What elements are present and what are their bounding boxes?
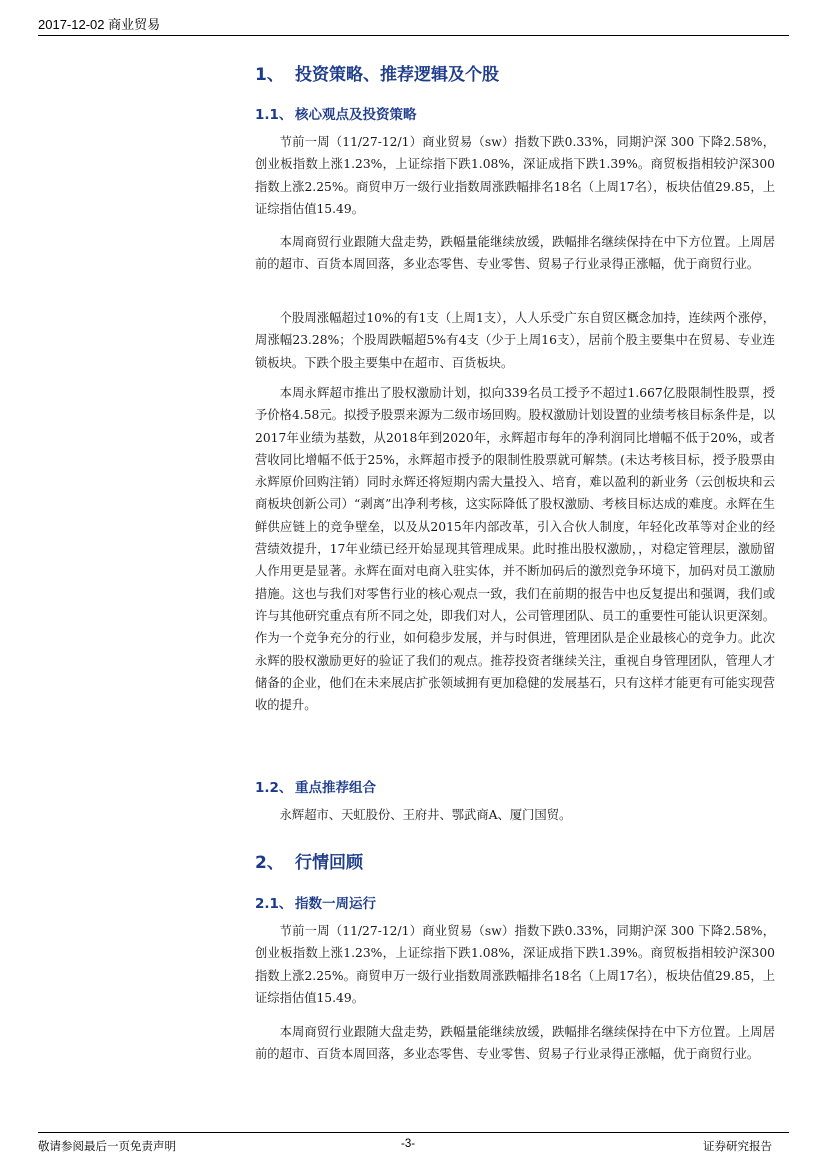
section-number: 2、	[255, 853, 284, 873]
paragraph-index-weekly: 节前一周（11/27-12/1）商业贸易（sw）指数下跌0.33%，同期沪深 300 下降2.58%，创业板指数上涨1.23%，上证综指下跌1.08%，深证成指下跌1.39%。商贸板指相较沪深300指数上涨2.25%。商贸申万一级行业指数周涨跌幅排名18名（上周17名），板块估值29.85，上证综指估值15.49。	[255, 924, 775, 1005]
section-heading-1	[255, 60, 795, 85]
paragraph-stock-moves: 个股周涨幅超过10%的有1支（上周1支），人人乐受广东自贸区概念加持，连续两个涨停，周涨幅23.28%；个股周跌幅超5%有4支（少于上周16支），居前个股主要集中在贸易、专业连锁板块。下跌个股主要集中在超市、百货板块。	[255, 311, 775, 370]
section-title: 投资策略、推荐逻辑及个股	[295, 65, 499, 85]
section-title: 核心观点及投资策略	[295, 107, 417, 123]
section-number: 1.2、	[255, 780, 293, 796]
page-number: -3-	[401, 1138, 416, 1150]
page-header: 2017-12-02 商业贸易	[38, 17, 161, 32]
section-number: 1.1、	[255, 107, 293, 123]
section-title: 行情回顾	[295, 853, 363, 873]
section-title: 指数一周运行	[295, 896, 376, 912]
section-heading-2	[255, 848, 795, 873]
section-heading-1-1	[255, 103, 795, 123]
footer-report-type: 证券研究报告	[703, 1141, 772, 1153]
section-heading-2-1	[255, 892, 795, 912]
section-number: 1、	[255, 65, 284, 85]
paragraph-index-summary: 节前一周（11/27-12/1）商业贸易（sw）指数下跌0.33%，同期沪深 300 下降2.58%，创业板指数上涨1.23%，上证综指下跌1.08%，深证成指下跌1.39%。商贸板指相较沪深300指数上涨2.25%。商贸申万一级行业指数周涨跌幅排名18名（上周17名），板块估值29.85，上证综指估值15.49。	[255, 135, 775, 216]
footer-disclaimer: 敬请参阅最后一页免责声明	[38, 1141, 176, 1153]
section-number: 2.1、	[255, 896, 293, 912]
section-heading-1-2	[255, 776, 795, 796]
header-divider	[38, 35, 789, 36]
paragraph-industry-trend: 本周商贸行业跟随大盘走势，跌幅量能继续放缓，跌幅排名继续保持在中下方位置。上周居前的超市、百货本周回落，多业态零售、专业零售、贸易子行业录得正涨幅，优于商贸行业。	[255, 235, 775, 272]
paragraph-industry-trend-2: 本周商贸行业跟随大盘走势，跌幅量能继续放缓，跌幅排名继续保持在中下方位置。上周居前的超市、百货本周回落，多业态零售、专业零售、贸易子行业录得正涨幅，优于商贸行业。	[255, 1025, 775, 1062]
paragraph-recommended-stocks: 永辉超市、天虹股份、王府井、鄂武商A、厦门国贸。	[279, 808, 572, 822]
paragraph-yonghui-incentive: 本周永辉超市推出了股权激励计划，拟向339名员工授予不超过1.667亿股限制性股票，授予价格4.58元。拟授予股票来源为二级市场回购。股权激励计划设置的业绩考核目标条件是，以2017年业绩为基数，从2018年到2020年，永辉超市每年的净利润同比增幅不低于20%，或者营收同比增幅不低于25%，永辉超市授予的限制性股票就可解禁。(未达考核目标，授予股票由永辉原价回购注销）同时永辉还将短期内需大量投入、培育，难以盈利的新业务（云创板块和云商板块创新公司）“剥离”出净利考核，这实际降低了股权激励、考核目标达成的难度。永辉在生鲜供应链上的竞争壁垒，以及从2015年内部改革，引入合伙人制度，年轻化改革等对企业的经营绩效提升，17年业绩已经开始显现其管理成果。此时推出股权激励，，对稳定管理层，激励留人作用更是显著。永辉在面对电商入驻实体，并不断加码后的激烈竞争环境下，加码对员工激励措施。这也与我们对零售行业的核心观点一致，我们在前期的报告中也反复提出和强调，我们或许与其他研究重点有所不同之处，即我们对人，公司管理团队、员工的重要性可能认识更深刻。作为一个竞争充分的行业，如何稳步发展，并与时俱进，管理团队是企业最核心的竞争力。此次永辉的股权激励更好的验证了我们的观点。推荐投资者继续关注，重视自身管理团队，管理人才储备的企业，他们在未来展店扩张领域拥有更加稳健的发展基石，只有这样才能更有可能实现营收的提升。	[255, 386, 775, 713]
footer-divider	[38, 1132, 789, 1133]
section-title: 重点推荐组合	[295, 780, 376, 796]
